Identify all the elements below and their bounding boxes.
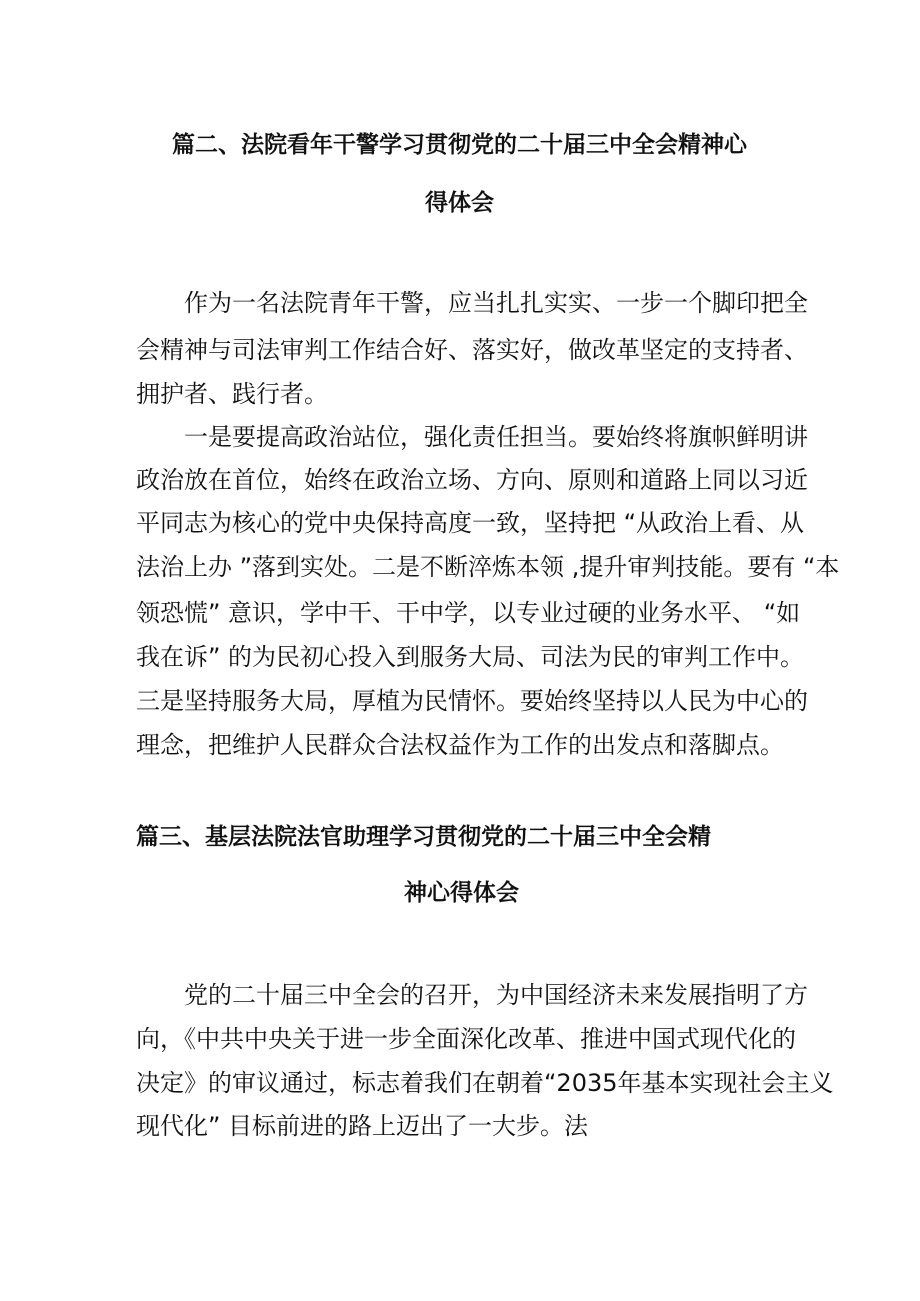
article2-paragraph-line: 平同志为核心的党中央保持高度一致，坚持把 “从政治上看、从 (136, 509, 805, 537)
article2-title-line2: 得体会 (425, 190, 494, 216)
article2-paragraph-line: 法治上办 ”落到实处。二是不断淬炼本领 ,提升审判技能。要有 “本 (136, 553, 840, 581)
article2-paragraph-line: 领恐慌” 意识，学中干、干中学，以专业过硬的业务水平、 “如 (136, 599, 801, 627)
article2-paragraph-line: 作为一名法院青年干警，应当扎扎实实、一步一个脚印把全 (184, 289, 808, 317)
article2-paragraph-line: 我在诉” 的为民初心投入到服务大局、司法为民的审判工作中。 (136, 643, 805, 671)
article3-paragraph-line: 党的二十届三中全会的召开，为中国经济未来发展指明了方 (184, 981, 808, 1009)
article2-paragraph-line: 三是坚持服务大局，厚植为民情怀。要始终坚持以人民为中心的 (136, 687, 808, 715)
article3-paragraph-line: 向，《中共中央关于进一步全面深化改革、推进中国式现代化的 (136, 1025, 796, 1053)
article2-paragraph-line: 理念，把维护人民群众合法权益作为工作的出发点和落脚点。 (136, 731, 784, 759)
article2-paragraph-line: 政治放在首位，始终在政治立场、方向、原则和道路上同以习近 (136, 466, 808, 494)
article2-title-line1: 篇二、法院看年干警学习贯彻党的二十届三中全会精神心 (172, 132, 747, 158)
article2-paragraph-line: 拥护者、践行者。 (136, 380, 328, 408)
article2-paragraph-line: 会精神与司法审判工作结合好、落实好，做改革坚定的支持者、 (136, 336, 808, 364)
article3-paragraph-line: 现代化” 目标前进的路上迈出了一大步。法 (136, 1112, 589, 1140)
article3-paragraph-line: 决定》的审议通过，标志着我们在朝着“2035年基本实现社会主义 (136, 1069, 834, 1097)
article2-paragraph-line: 一是要提高政治站位，强化责任担当。要始终将旗帜鲜明讲 (184, 423, 808, 451)
article3-title-line2: 神心得体会 (404, 880, 519, 906)
article3-title-line1: 篇三、基层法院法官助理学习贯彻党的二十届三中全会精 (136, 824, 711, 850)
